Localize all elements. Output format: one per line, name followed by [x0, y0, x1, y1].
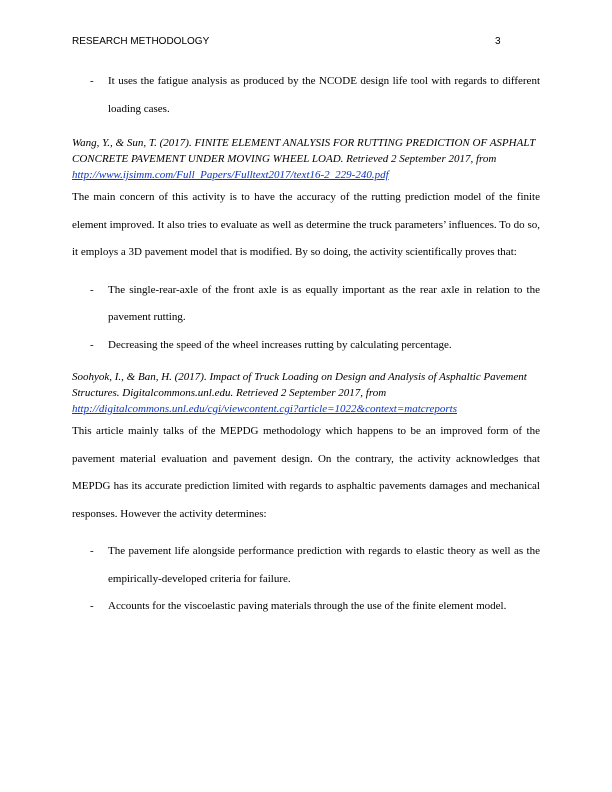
list-dash: -	[90, 283, 94, 296]
page-number: 3	[495, 36, 501, 47]
list-dash: -	[90, 75, 94, 87]
list-item	[72, 538, 540, 593]
list-item-text: Decreasing the speed of the wheel increases rutting by calculating percentage.	[108, 338, 452, 351]
list-dash: -	[90, 545, 94, 557]
running-head: RESEARCH METHODOLOGY	[72, 36, 210, 47]
reference-link[interactable]: http://www.ijsimm.com/Full_Papers/Fulltext2017/text16-2_229-240.pdf	[72, 169, 389, 181]
list-item	[72, 277, 540, 332]
reference-link[interactable]: http://digitalcommons.unl.edu/cgi/viewcontent.cgi?article=1022&context=matcreports	[72, 403, 458, 415]
body-paragraph: This article mainly talks of the MEPDG methodology which happens to be an improved form of the pavement material evaluation and pavement design. On the contrary, the activity acknowledges that MEPDG has its accurate prediction limited with regards to asphaltic pavements damages and mechanical responses. However the activity determines:	[72, 425, 540, 520]
reference-citation	[72, 135, 540, 183]
list-item	[72, 68, 540, 123]
list-item	[72, 332, 540, 360]
list-item-text: It uses the fatigue analysis as produced by the NCODE design life tool with regards to different loading cases.	[108, 75, 540, 115]
reference-citation	[72, 369, 540, 417]
reference-text: Wang, Y., & Sun, T. (2017). FINITE ELEMENT ANALYSIS FOR RUTTING PREDICTION OF ASPHALT CONCRETE PAVEMENT UNDER MOVING WHEEL LOAD. Retrieved 2 September 2017, from	[72, 137, 536, 165]
reference-text: Soohyok, I., & Ban, H. (2017). Impact of Truck Loading on Design and Analysis of Asphaltic Pavement Structures. Digitalcommons.unl.edu. Retrieved 2 September 2017, from	[72, 371, 527, 399]
list-item-text: The single-rear-axle of the front axle is as equally important as the rear axle in relation to the pavement rutting.	[108, 283, 540, 323]
list-item	[72, 593, 540, 621]
body-paragraph: The main concern of this activity is to have the accuracy of the rutting prediction model of the finite element improved. It also tries to evaluate as well as determine the truck parameters’ influences. To do so, it employs a 3D pavement model that is modified. By so doing, the activity scientifically proves that:	[72, 191, 540, 258]
list-dash: -	[90, 338, 94, 351]
list-dash: -	[90, 600, 94, 612]
list-item-text: Accounts for the viscoelastic paving materials through the use of the finite element model.	[108, 600, 507, 612]
list-item-text: The pavement life alongside performance prediction with regards to elastic theory as well as the empirically-developed criteria for failure.	[108, 545, 540, 585]
document-body	[72, 68, 540, 621]
page-header	[72, 36, 540, 50]
